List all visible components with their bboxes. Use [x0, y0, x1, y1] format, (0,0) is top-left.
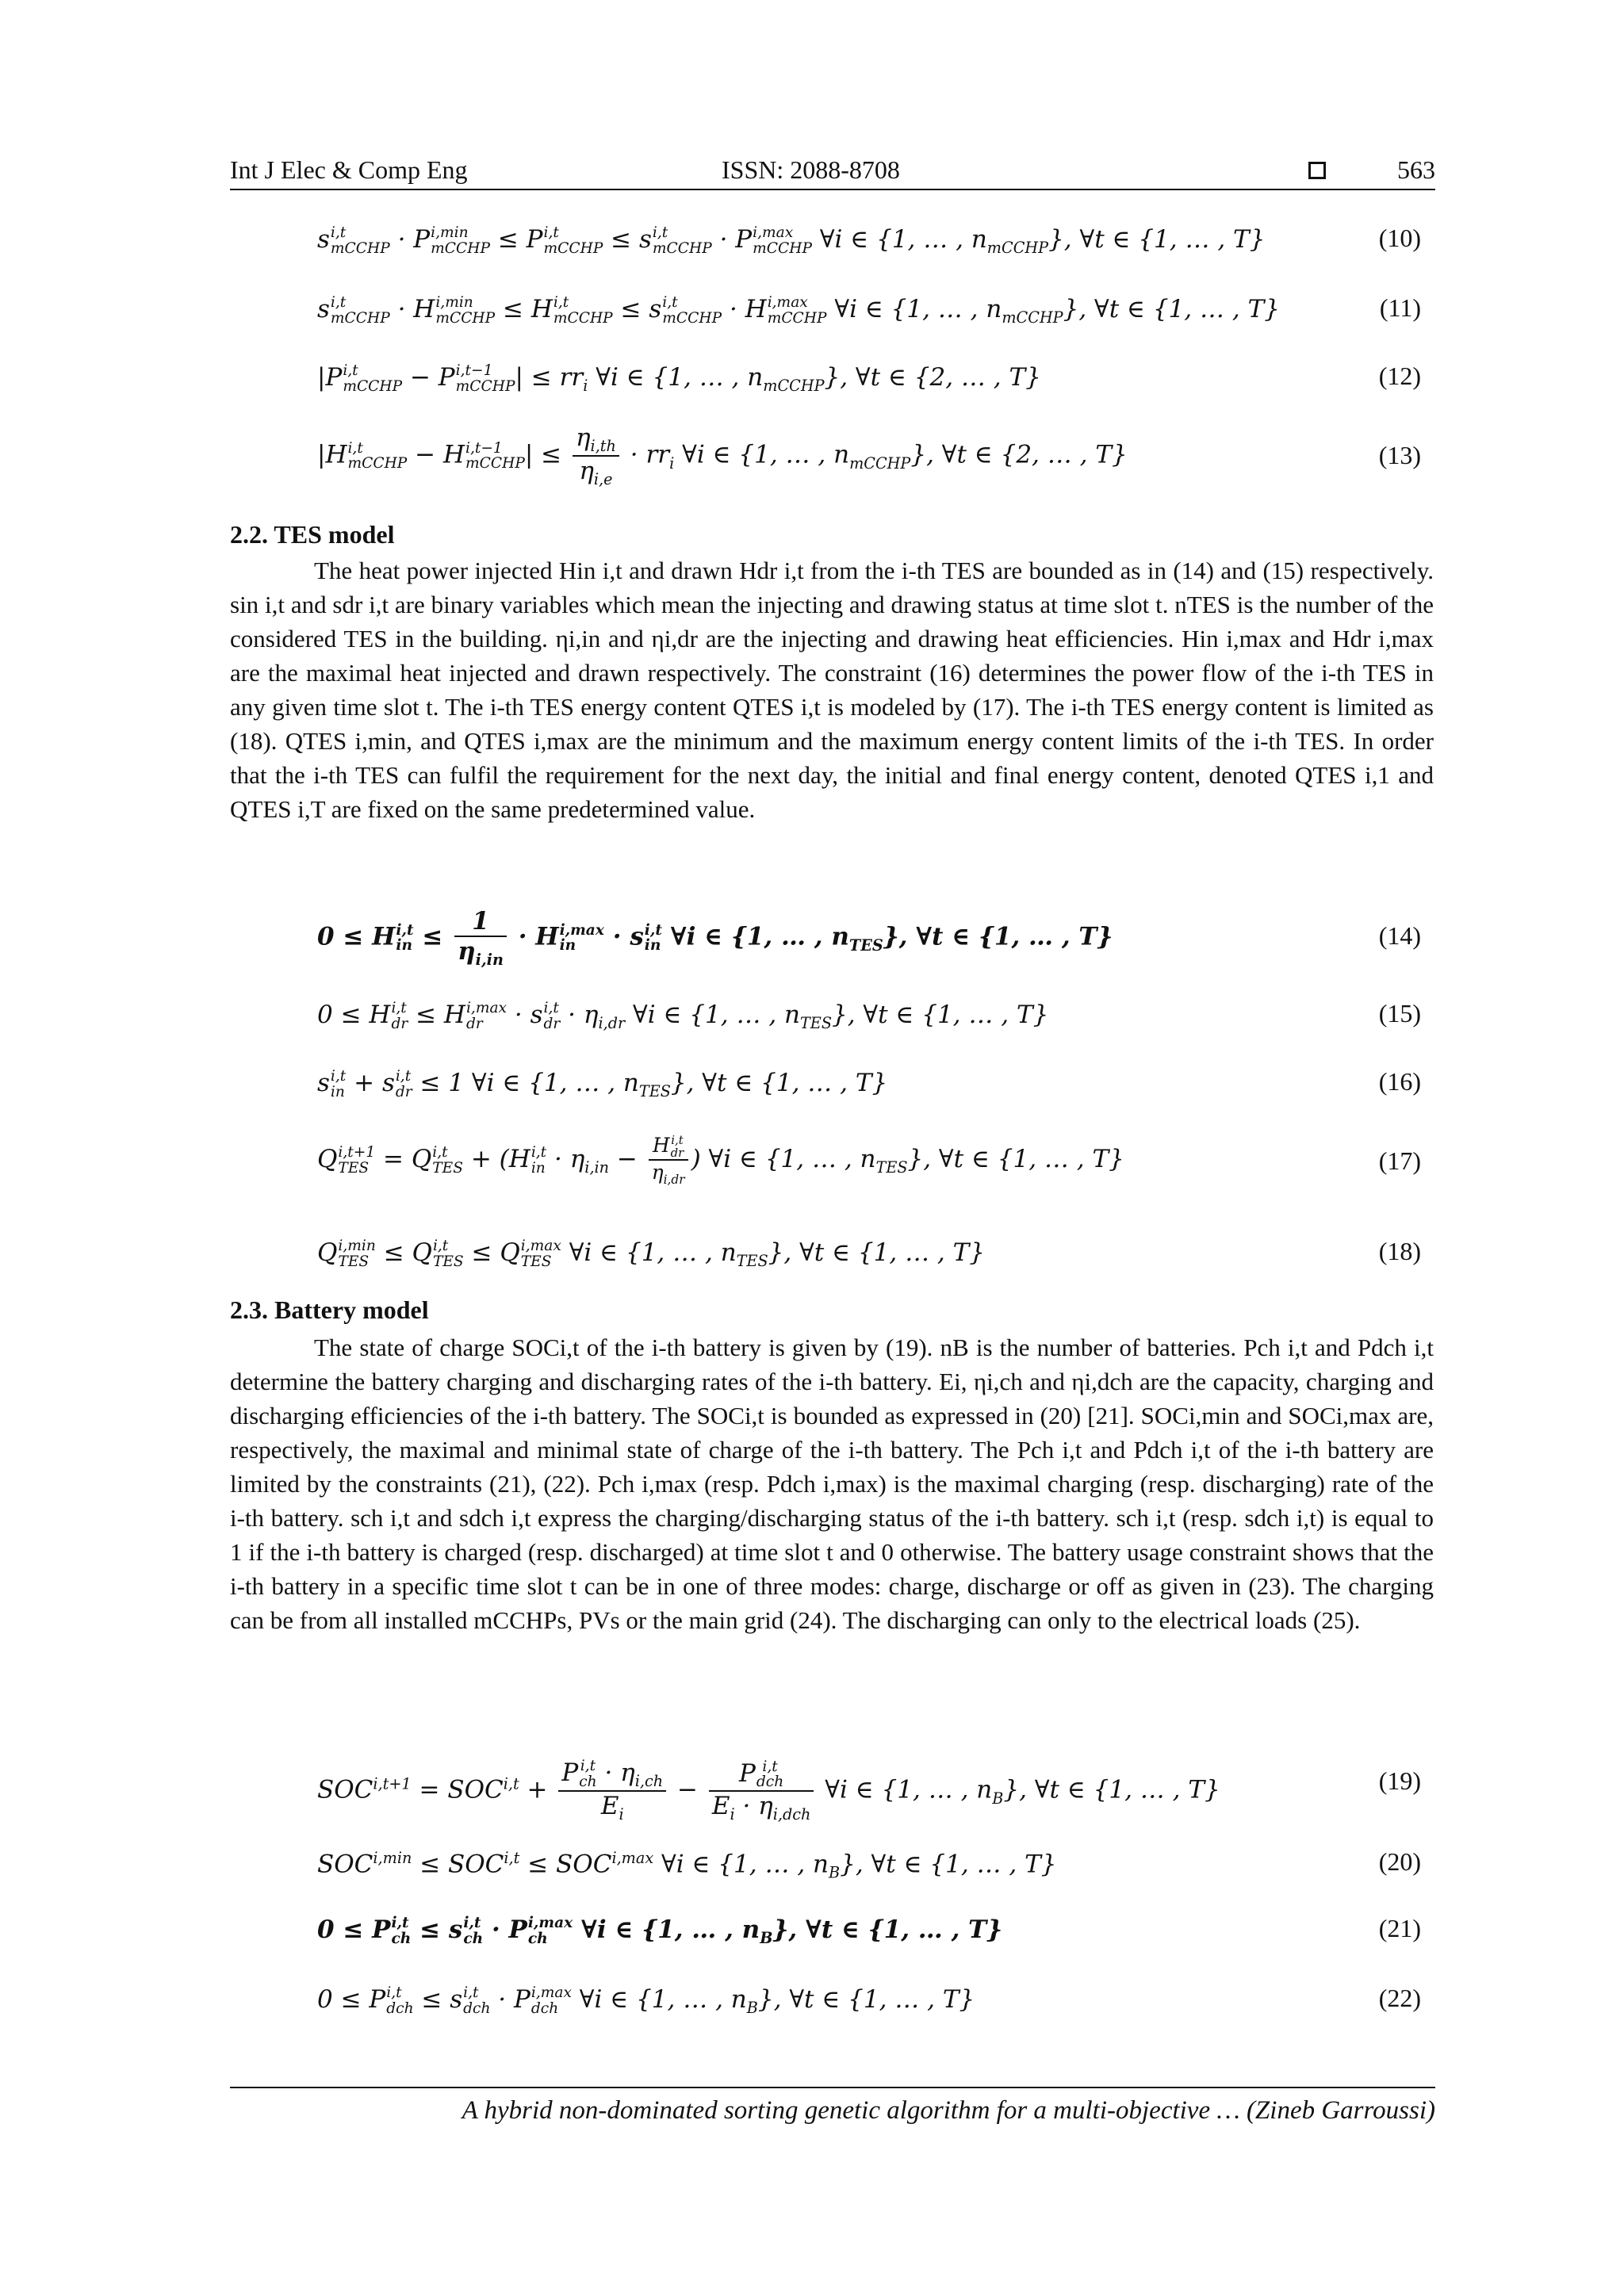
equation-number: (15): [1378, 999, 1421, 1027]
battery-paragraph: [230, 1330, 1434, 1637]
equation-number: (20): [1378, 1847, 1421, 1876]
equation-16: [317, 1059, 1421, 1115]
equation-14: [317, 897, 1421, 977]
equation-11-body: s i,t mCCHP · H i,min mCCHP ≤ H i,t mCCHP ≤ s i,t mCCHP · H i,max mCCHP ∀i ∈ {1, … , $n_{mCCHP}$}, ∀t ∈ {1, … , T}: [317, 294, 1280, 327]
square-outline-icon: [1308, 162, 1326, 179]
section-heading-battery: 2.3. Battery model: [230, 1295, 429, 1324]
equation-17: [317, 1124, 1421, 1203]
tes-paragraph-text: The heat power injected Hin i,t and drawn Hdr i,t from the i-th TES are bounded as in (14) and (15) respectively. sin i,t and sdr i,t are binary variables which mean the injecting and drawing status at time slot t. nTES is the number of the considered TES in the building. ηi,in and ηi,dr are the injecting and drawing heat efficiencies. Hin i,max and Hdr i,max are the maximal heat injected and drawn respectively. The constraint (16) determines the power flow of the i-th TES in any given time slot t. The i-th TES energy content QTES i,t is modeled by (17). The i-th TES energy content is limited as (18). QTES i,min, and QTES i,max are the minimum and the maximum energy content limits of the i-th TES. In order that the i-th TES can fulfil the requirement for the next day, the initial and final energy content, denoted QTES i,1 and QTES i,T are fixed on the same predetermined value.: [230, 557, 1434, 823]
equation-number: (18): [1378, 1237, 1421, 1265]
equation-10-body: s i,t mCCHP · P i,min mCCHP ≤ P i,t mCCHP ≤ s i,t mCCHP · P i,max mCCHP ∀i ∈ {1, … , $n_{mCCHP}$}, ∀t ∈ {1, … , T}: [317, 224, 1266, 258]
equation-18-body: Q i,min TES ≤ Q i,t TES ≤ Q i,max TES ∀i ∈ {1, … , $n_{TES}$}, ∀t ∈ {1, … , T}: [317, 1238, 986, 1271]
equation-21-body: 0 ≤ P i,t ch ≤ s i,t ch · P i,max ch ∀i ∈ {1, … , $n_B$}, ∀t ∈ {1, … , T}: [317, 1915, 1003, 1948]
page-number: 563: [1397, 155, 1435, 184]
equation-number: (10): [1378, 224, 1421, 252]
equation-21: [317, 1906, 1421, 1961]
equation-20-body: $SOC^{i,min} \le SOC^{i,t} \le SOC^{i,max}$ ∀i ∈ {1, … , $n_B$}, ∀t ∈ {1, … , T}: [317, 1849, 1057, 1882]
footer-rule: [230, 2087, 1435, 2088]
equation-number: (22): [1378, 1984, 1421, 2012]
equation-number: (19): [1378, 1766, 1421, 1795]
equation-17-body: Q i,t+1 TES = Q i,t TES + (H i,t in · $\eta_{i,in}$ − H i,t dr $\eta_{i,dr}$ ) ∀i ∈ {1, … , $n_{TES}$}, ∀t ∈ {1, … , T}: [317, 1132, 1124, 1188]
equation-18: [317, 1229, 1421, 1284]
equation-22-body: 0 ≤ P i,t dch ≤ s i,t dch · P i,max dch ∀i ∈ {1, … , $n_B$}, ∀t ∈ {1, … , T}: [317, 1984, 975, 2018]
equation-16-body: s i,t in + s i,t dr ≤ 1 ∀i ∈ {1, … , $n_{TES}$}, ∀t ∈ {1, … , T}: [317, 1068, 888, 1101]
equation-10: [317, 216, 1421, 271]
equation-15: [317, 991, 1421, 1047]
journal-name: Int J Elec & Comp Eng: [230, 155, 468, 184]
equation-number: (11): [1379, 293, 1421, 322]
equation-14-body: 0 ≤ H i,t in ≤ $\frac{1}{\eta_{i,in}}$ · H i,max in · s i,t in ∀i ∈ {1, … , $n_{TES}$}, ∀t ∈ {1, … , T}: [317, 907, 1113, 970]
equation-number: (17): [1378, 1146, 1421, 1175]
equation-13: [317, 420, 1421, 499]
equation-number: (12): [1378, 362, 1421, 390]
equation-22: [317, 1976, 1421, 2031]
header-rule: [230, 189, 1435, 190]
running-title: A hybrid non-dominated sorting genetic algorithm for a multi-objective … (Zineb Garroussi): [462, 2096, 1435, 2125]
equation-number: (14): [1378, 921, 1421, 950]
equation-20: [317, 1839, 1421, 1895]
equation-13-body: |H i,t mCCHP − H i,t−1 mCCHP | ≤ $\frac{\eta_{i,th}}{\eta_{i,e}}$ · $rr_i$ ∀i ∈ {1, … , $n_{mCCHP}$}, ∀t ∈ {2, … , T}: [317, 423, 1128, 489]
issn: ISSN: 2088-8708: [722, 155, 900, 184]
equation-number: (13): [1378, 441, 1421, 469]
battery-paragraph-text: The state of charge SOCi,t of the i-th battery is given by (19). nB is the number of batteries. Pch i,t and Pdch i,t determine the battery charging and discharging rates of the i-th battery. Ei, ηi,ch and ηi,dch are the capacity, charging and discharging efficiencies of the i-th battery. The SOCi,t is bounded as expressed in (20) [21]. SOCi,min and SOCi,max are, respectively, the maximal and minimal state of charge of the i-th battery. The Pch i,t and Pdch i,t of the i-th battery are limited by the constraints (21), (22). Pch i,max (resp. Pdch i,max) is the maximal charging (resp. discharging) rate of the i-th battery. sch i,t and sdch i,t express the charging/discharging status of the i-th battery. sch i,t (resp. sdch i,t) is equal to 1 if the i-th battery is charged (resp. discharged) at time slot t and 0 otherwise. The battery usage constraint shows that the i-th battery in a specific time slot t can be in one of three modes: charge, discharge or off as given in (23). The charging can be from all installed mCCHPs, PVs or the main grid (24). The discharging can only to the electrical loads (25).: [230, 1334, 1434, 1634]
equation-12: [317, 354, 1421, 409]
equation-11: [317, 285, 1421, 341]
equation-19-body: $SOC^{i,t+1} = SOC^{i,t}$ + P i,t ch · $\eta_{i,ch}$ $E_i$ − P i,t dch $E_i \cdot \eta_{i,dch}$ ∀i ∈ {1, … , $n_B$}, ∀t ∈ {1, … , T}: [317, 1758, 1220, 1824]
equation-12-body: |P i,t mCCHP − P i,t−1 mCCHP | ≤ $rr_i$ ∀i ∈ {1, … , $n_{mCCHP}$}, ∀t ∈ {2, … , T}: [317, 362, 1041, 396]
page-header: [230, 152, 1435, 189]
equation-number: (16): [1378, 1067, 1421, 1096]
section-heading-tes: 2.2. TES model: [230, 520, 395, 549]
equation-number: (21): [1378, 1914, 1421, 1942]
equation-19: [317, 1749, 1421, 1836]
tes-paragraph: [230, 553, 1434, 826]
equation-15-body: 0 ≤ H i,t dr ≤ H i,max dr · s i,t dr · $\eta_{i,dr}$ ∀i ∈ {1, … , $n_{TES}$}, ∀t ∈ {1, … , T}: [317, 1000, 1049, 1033]
